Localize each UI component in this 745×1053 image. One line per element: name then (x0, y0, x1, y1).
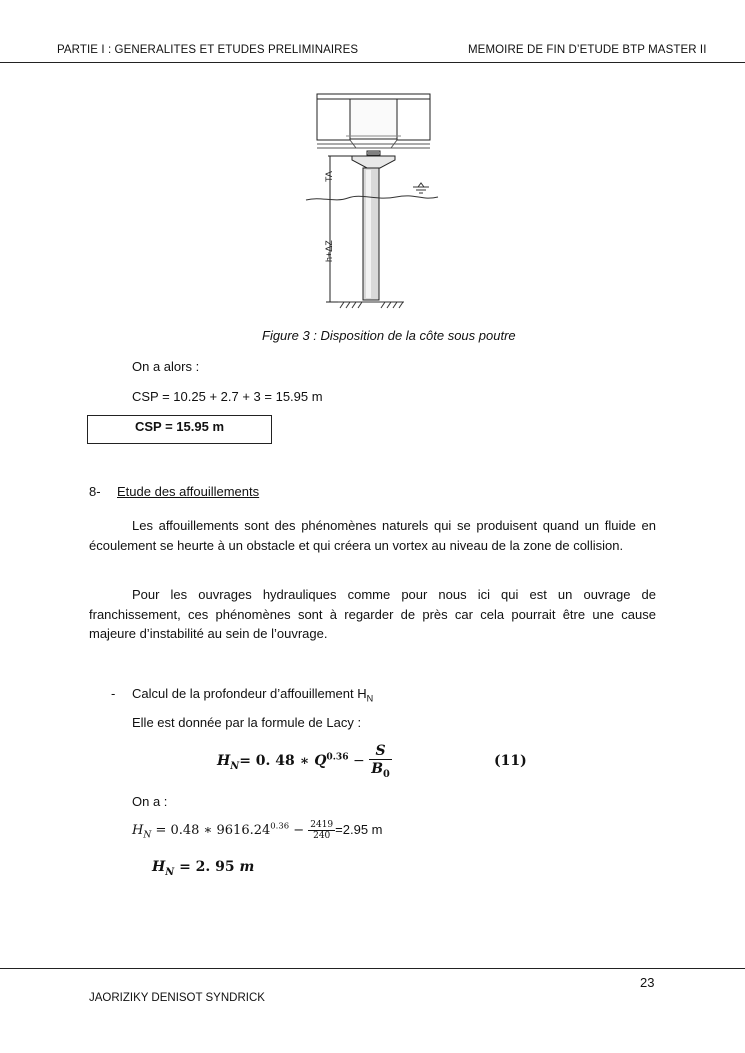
water-level-symbol (413, 183, 429, 193)
lacy-formula: $H_N= 0$. 48 ∗ $Q^{0.36}$ − $\frac{S}{B_0}$ (217, 743, 390, 780)
bridge-deck (317, 94, 430, 148)
header-rule (0, 62, 745, 63)
label-h-dz: h+ΔZ (324, 240, 334, 262)
on-a: On a : (132, 794, 168, 809)
csp-result: CSP = 15.95 m (135, 419, 225, 434)
csp-calculation: CSP = 10.25 + 2.7 + 3 = 15.95 m (132, 389, 323, 404)
bullet-item: Calcul de la profondeur d’affouillement $H_N$ (132, 686, 374, 704)
ground-hatch (338, 302, 404, 308)
hn-result: $H_N = 2$. 95 m (152, 859, 255, 878)
equation-number: (11) (494, 753, 527, 769)
paragraph-1: Les affouillements sont des phénomènes naturels qui se produisent quand un fluide en écoulement se heurte à un obstacle et qui créera un vortex au niveau de la zone de collision. (89, 518, 656, 553)
on-a-alors: On a alors : (132, 359, 200, 374)
pier-diagram (296, 90, 446, 312)
header-right: MEMOIRE DE FIN D’ETUDE BTP MASTER II (468, 44, 707, 56)
lacy-intro: Elle est donnée par la formule de Lacy : (132, 715, 362, 730)
footer-rule (0, 968, 745, 969)
page-number: 23 (640, 975, 655, 990)
figure-caption: Figure 3 : Disposition de la côte sous poutre (262, 328, 516, 343)
label-ta: TA (324, 171, 334, 182)
csp-result-box (87, 415, 272, 444)
bearing (367, 151, 380, 155)
header-left: PARTIE I : GENERALITES ET ETUDES PRELIMINAIRES (57, 44, 359, 56)
pier-cap (352, 156, 395, 168)
bullet-dash: - (111, 686, 116, 701)
section-title: Etude des affouillements (117, 484, 260, 499)
footer-author: JAORIZIKY DENISOT SYNDRICK (89, 992, 265, 1004)
hn-calculation: $H_N = 0.48$ ∗ $9616.24^{0.36}$ − $\frac{2419}{240}$ =2.95 m (132, 820, 383, 841)
paragraph-2: Pour les ouvrages hydrauliques comme pour nous ici qui est un ouvrage de franchissement, ces phénomènes sont à regarder de près car cela pourrait être une cause majeure d’instabilité au sein de l’ouvrage. (89, 587, 656, 641)
section-number: 8- (89, 484, 101, 499)
